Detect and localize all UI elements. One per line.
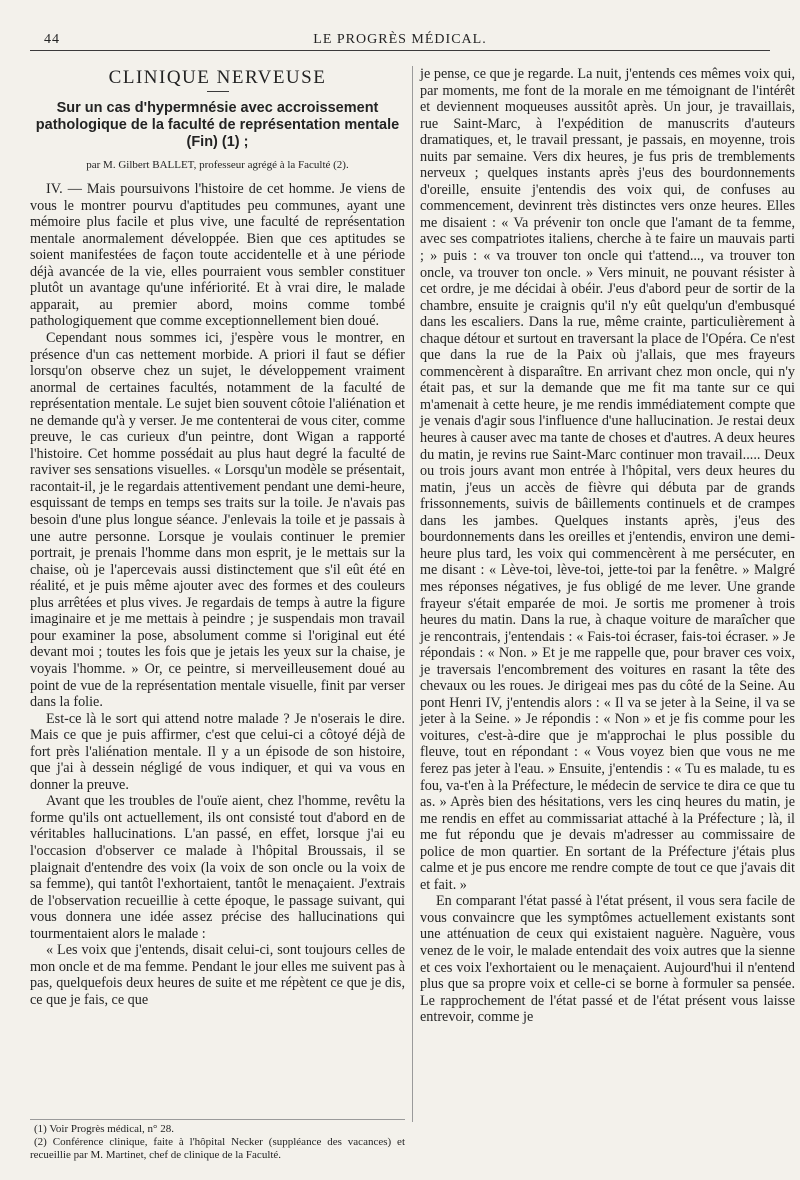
running-head <box>30 30 770 51</box>
footnote: (1) Voir Progrès médical, n° 28. <box>34 1123 174 1135</box>
column-divider <box>412 66 413 1122</box>
right-column <box>420 66 795 1162</box>
paragraph: Cependant nous sommes ici, j'espère vous le montrer, en présence d'un cas nettement morbide. A priori il faut se défier lorsqu'on observe chez un sujet, le développement vraiment anormal de certaines facultés, notamment de la faculté de représentation mentale. Le sujet bien souvent côtoie l'aliénation et ne demande qu'à y verser. Je me contenterai de vous citer, comme preuve, le cas curieux d'un peintre, dont Wigan a rapporté l'histoire. Cet homme possédait au plus haut degré la faculté de raviver ses sensations visuelles. « Lorsqu'un modèle se présentait, racontait-il, je le regardais attentivement pendant une demi-heure, esquissant de temps en temps ses traits sur la toile. Je n'avais pas besoin d'une plus longue séance. J'enlevais la toile et je passais à une autre personne. Lorsque je voulais continuer le premier portrait, je prenais l'homme dans mon esprit, je le mettais sur la chaise, où je l'apercevais aussi distinctement que s'il eût été en réalité, et je puis même ajouter avec des formes et des couleurs plus arrêtées et plus vives. Je regardais de temps à autre la figure imaginaire et je me mettais à peindre ; je suspendais mon travail pour examiner la pose, absolument comme si l'original eut été devant moi ; toutes les fois que je jetais les yeux sur la chaise, je voyais l'homme. » Or, ce peintre, si merveilleusement doué au point de vue de la représentation mentale visuelle, finit par verser dans la folie. <box>30 330 405 711</box>
footnotes <box>30 1119 405 1162</box>
paragraph: En comparant l'état passé à l'état présent, il vous sera facile de vous convaincre que les symptômes actuellement existants sont une atténuation de ceux qui existaient naguère. Naguère, vous venez de le voir, le malade entendait des voix autres que la sienne et ces voix l'exhortaient ou le menaçaient. Aujourd'hui il n'entend plus que sa propre voix et celle-ci se borne à formuler sa pensée. Le rapprochement de l'état passé et de l'état présent vous laisse entrevoir, comme je <box>420 893 795 1026</box>
article-title: Sur un cas d'hypermnésie avec accroissement pathologique de la faculté de représentation mentale (Fin) (1) ; <box>35 99 400 150</box>
paragraph: « Les voix que j'entends, disait celui-ci, sont toujours celles de mon oncle et de ma femme. Pendant le jour elles me suivent pas à pas, quelquefois deux heures de suite et me répètent ce que je dis, ce que je fais, ce que <box>30 942 405 1008</box>
body-columns <box>30 66 795 1162</box>
heading-rule <box>207 91 229 92</box>
section-heading: CLINIQUE NERVEUSE <box>108 67 327 88</box>
left-column <box>30 66 405 1162</box>
page-number: 44 <box>44 32 60 47</box>
paragraph: Avant que les troubles de l'ouïe aient, chez l'homme, revêtu la forme qu'ils ont actuellement, ils ont consisté tout d'abord en de véritables hallucinations. L'an passé, en effet, lorsque j'ai eu l'occasion d'observer ce malade à l'hôpital Broussais, il se plaignait d'entendre des voix (la voix de son oncle ou la voix de sa femme), qui tantôt l'exhortaient, tantôt le menaçaient. J'extrais de l'observation recueillie à cette époque, le passage suivant, qui vous donnera une idée assez précise des hallucinations qui tourmentaient alors le malade : <box>30 793 405 942</box>
paragraph: IV. — Mais poursuivons l'histoire de cet homme. Je viens de vous le montrer pourvu d'aptitudes peu communes, ayant une mémoire plus facile et plus vive, une faculté de représentation mentale anormalement développée. Bien que ces aptitudes se soient manifestées de façon toute accidentelle et à une période déjà avancée de la vie, elles pourraient vous sembler constituer plutôt un avantage qu'une infériorité. Et à vrai dire, le malade apparait, au premier abord, moins comme tombé pathologiquement que comme exceptionnellement bien doué. <box>30 181 405 330</box>
footnote: (2) Conférence clinique, faite à l'hôpital Necker (suppléance des vacances) et recueillie par M. Martinet, chef de clinique de la Faculté. <box>30 1136 405 1161</box>
journal-title: LE PROGRÈS MÉDICAL. <box>313 32 487 47</box>
byline: par M. Gilbert BALLET, professeur agrégé à la Faculté (2). <box>86 158 349 171</box>
paragraph: Est-ce là le sort qui attend notre malade ? Je n'oserais le dire. Mais ce que je puis affirmer, c'est que celui-ci a côtoyé déjà de fort près l'aliénation mentale. Il y a un épisode de son histoire, que j'ai à dessein négligé de vous indiquer, et qui va vous en donner la preuve. <box>30 710 405 793</box>
paragraph: je pense, ce que je regarde. La nuit, j'entends ces mêmes voix qui, par moments, me font de la morale en me témoignant de l'intérêt et deviennent moqueuses aussitôt après. Un jour, je travaillais, rue Saint-Marc, à l'expédition de manuscrits d'auteurs dramatiques, et, le travail pressant, je passais, en moyenne, trois nuits par semaine. Vers dix heures, je fus pris de tremblements nerveux ; quelques instants après j'eus des bourdonnements d'oreille, ensuite j'entendis des voix qui, de confuses au commencement, devinrent très distinctes vers onze heures. Elles me disaient : « Va prévenir ton oncle que l'amant de ta femme, avec ses compatriotes italiens, cherche à te faire un mauvais parti ; » puis : « va trouver ton oncle qui t'attend..., va trouver ton oncle, va trouver ton oncle. » Vers minuit, ne pouvant résister à cet ordre, je me décidai à obéir. J'eus d'abord peur de sortir de la chambre, ensuite je craignis qu'il n'y eût quelqu'un d'embusqué dans les escaliers. Dans la rue, même crainte, particulièrement à chaque détour et surtout en traversant la place de l'Opéra. Ce n'est que dans la rue de la Paix où j'allais, que mes frayeurs commencèrent à disparaître. En arrivant chez mon oncle, qui n'y était pas, et sur la demande que me fit ma tante sur ce qui m'amenait à cette heure, je me rendis immédiatement compte que je venais d'agir sous l'influence d'une hallucination. Je restai deux heures à causer avec ma tante de choses et d'autres. A deux heures du matin, je revins rue Saint-Marc continuer mon travail..... Deux ou trois jours avant mon entrée à l'hôpital, vers deux heures du matin, j'eus un accès de fièvre qui débuta par de grands frissonnements, suivis de bâillements continuels et de crampes dans les jambes. Quelques instants après, j'eus des bourdonnements dans les oreilles et j'entendis, environ une demi-heure plus tard, les voix qui commencèrent à me persécuter, en me disant : « Lève-toi, lève-toi, jette-toi par la fenêtre. » Malgré mes réponses négatives, je fus obligé de me lever. Une grande frayeur s'était emparée de moi. Je sortis me promener à trois heures du matin. Dans la rue, à chaque voiture de maraîcher que je rencontrais, j'entendais : « Fais-toi écraser, fais-toi écraser. » Je répondais : « Non. » Et je me rappelle que, pour braver ces voix, je traversais l'encombrement des voitures en rasant la tête des chevaux ou les roues. Je dirigeai mes pas du côté de la Seine. Au pont Henri IV, j'entendis alors : « Il va se jeter à la Seine, il va se jeter à la Seine. » Je répondis : « Non » et je fis comme pour les voitures, c'est-à-dire que je m'approchai le plus possible du fleuve, tout en répondant : « Vous voyez bien que vous ne me ferez pas jeter à l'eau. » Ensuite, j'entendis : « Tu es malade, tu es fou, va-t'en à la Préfecture, le médecin de service te dira ce que tu as. » Après bien des hésitations, vers les cinq heures du matin, je me rendis en effet au commissariat attaché à la Préfecture ; là, il me fut répondu que je devais m'adresser au commissaire de police de mon quartier. En sortant de la Préfecture j'étais plus calme et je pus encore me rendre compte de tout ce que j'avais dit et fait. » <box>420 66 795 893</box>
